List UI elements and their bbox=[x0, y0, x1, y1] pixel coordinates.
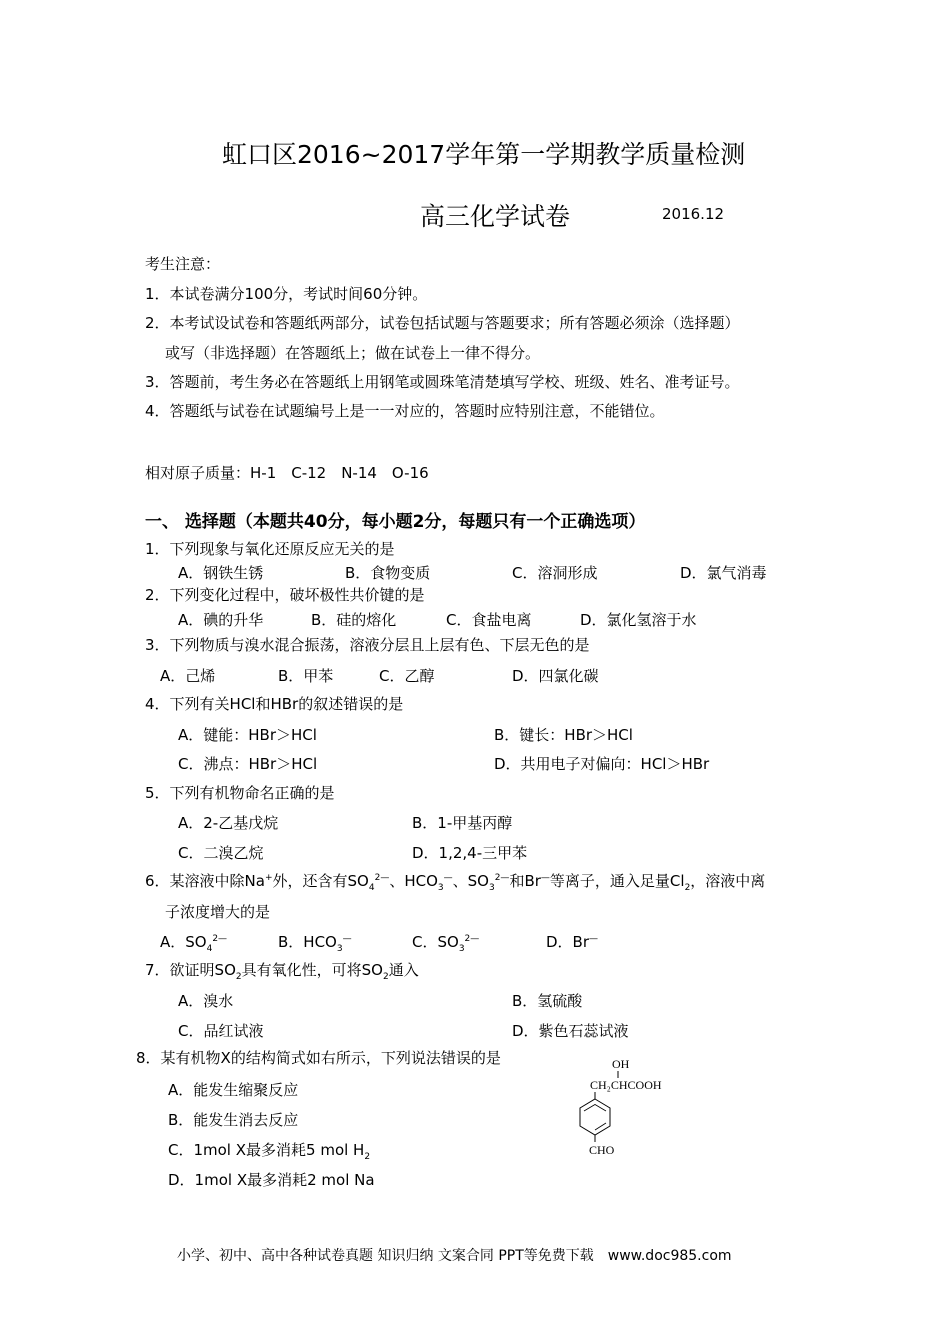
question-stem: 7．欲证明$SO_2$具有氧化性，可将$SO_2$通入 bbox=[145, 961, 419, 982]
option-c: C．$SO_3^{2—}$ bbox=[412, 933, 480, 954]
notice-item: 2．本考试设试卷和答题纸两部分，试卷包括试题与答题要求；所有答题必须涂（选择题） bbox=[145, 314, 740, 332]
question-stem: 1．下列现象与氧化还原反应无关的是 bbox=[145, 540, 395, 558]
structure-oh-label: OH bbox=[612, 1057, 630, 1071]
option-d: D．氯气消毒 bbox=[680, 564, 767, 582]
option-d: D．1mol X最多消耗2 mol Na bbox=[168, 1171, 375, 1189]
notice-item: 4．答题纸与试卷在试题编号上是一一对应的，答题时应特别注意，不能错位。 bbox=[145, 402, 665, 420]
option-a: A．2-乙基戊烷 bbox=[178, 814, 279, 832]
option-c: C．溶洞形成 bbox=[512, 564, 598, 582]
section-heading: 一、 选择题（本题共40分，每小题2分，每题只有一个正确选项） bbox=[145, 512, 646, 532]
molecular-structure-diagram bbox=[572, 1053, 702, 1163]
option-b: B．$HCO_3^—$ bbox=[278, 933, 352, 954]
question-stem: 5．下列有机物命名正确的是 bbox=[145, 784, 335, 802]
option-d: D．紫色石蕊试液 bbox=[512, 1022, 629, 1040]
option-a: A．己烯 bbox=[160, 667, 216, 685]
option-b: B．氢硫酸 bbox=[512, 992, 583, 1010]
option-a: A．钢铁生锈 bbox=[178, 564, 264, 582]
exam-subtitle: 高三化学试卷 bbox=[420, 202, 571, 231]
option-c: C．二溴乙烷 bbox=[178, 844, 264, 862]
option-a: A．键能：HBr＞HCl bbox=[178, 726, 317, 744]
question-stem: 6．某溶液中除Na+外，还含有$SO_4^{2—}$、$HCO_3^—$、$SO_3^{2—}$和Br—等离子，通入足量$Cl_2$，溶液中离 bbox=[145, 872, 766, 893]
option-a: A．碘的升华 bbox=[178, 611, 264, 629]
option-d: D．1,2,4-三甲苯 bbox=[412, 844, 528, 862]
option-d: D．Br— bbox=[546, 933, 599, 951]
option-d: D．四氯化碳 bbox=[512, 667, 599, 685]
option-c: C．1mol X最多消耗5 mol $H_2$ bbox=[168, 1141, 371, 1162]
option-b: B．硅的熔化 bbox=[311, 611, 397, 629]
option-b: B．1-甲基丙醇 bbox=[412, 814, 513, 832]
option-b: B．甲苯 bbox=[278, 667, 334, 685]
question-stem: 8．某有机物X的结构简式如右所示，下列说法错误的是 bbox=[136, 1049, 501, 1067]
option-a: A．溴水 bbox=[178, 992, 234, 1010]
question-stem: 3．下列物质与溴水混合振荡，溶液分层且上层有色、下层无色的是 bbox=[145, 636, 590, 654]
option-b: B．食物变质 bbox=[345, 564, 431, 582]
notice-item: 或写（非选择题）在答题纸上；做在试卷上一律不得分。 bbox=[165, 344, 541, 362]
exam-title: 虹口区2016~2017学年第一学期教学质量检测 bbox=[222, 140, 746, 169]
option-b: B．能发生消去反应 bbox=[168, 1111, 299, 1129]
option-b: B．键长：HBr＞HCl bbox=[494, 726, 633, 744]
option-d: D．氯化氢溶于水 bbox=[580, 611, 697, 629]
exam-date: 2016.12 bbox=[662, 205, 725, 223]
option-d: D．共用电子对偏向：HCl＞HBr bbox=[494, 755, 710, 773]
notice-heading: 考生注意： bbox=[145, 255, 221, 273]
notice-item: 1．本试卷满分100分，考试时间60分钟。 bbox=[145, 285, 428, 303]
option-a: A．$SO_4^{2—}$ bbox=[160, 933, 228, 954]
atomic-mass: 相对原子质量：H-1 C-12 N-14 O-16 bbox=[145, 464, 429, 482]
option-a: A．能发生缩聚反应 bbox=[168, 1081, 299, 1099]
option-c: C．品红试液 bbox=[178, 1022, 264, 1040]
page-footer: 小学、初中、高中各种试卷真题 知识归纳 文案合同 PPT等免费下载 www.doc985.com bbox=[177, 1248, 732, 1264]
option-c: C．乙醇 bbox=[379, 667, 435, 685]
option-c: C．食盐电离 bbox=[446, 611, 532, 629]
question-stem-line2: 子浓度增大的是 bbox=[165, 903, 271, 921]
question-stem: 4．下列有关HCl和HBr的叙述错误的是 bbox=[145, 695, 404, 713]
structure-cho-label: CHO bbox=[589, 1143, 615, 1157]
structure-chain-label: CH₂CHCOOH bbox=[590, 1078, 662, 1092]
question-stem: 2．下列变化过程中，破坏极性共价键的是 bbox=[145, 586, 425, 604]
option-c: C．沸点：HBr＞HCl bbox=[178, 755, 318, 773]
notice-item: 3．答题前，考生务必在答题纸上用钢笔或圆珠笔清楚填写学校、班级、姓名、准考证号。 bbox=[145, 373, 740, 391]
benzene-inner-bond bbox=[584, 1105, 606, 1112]
